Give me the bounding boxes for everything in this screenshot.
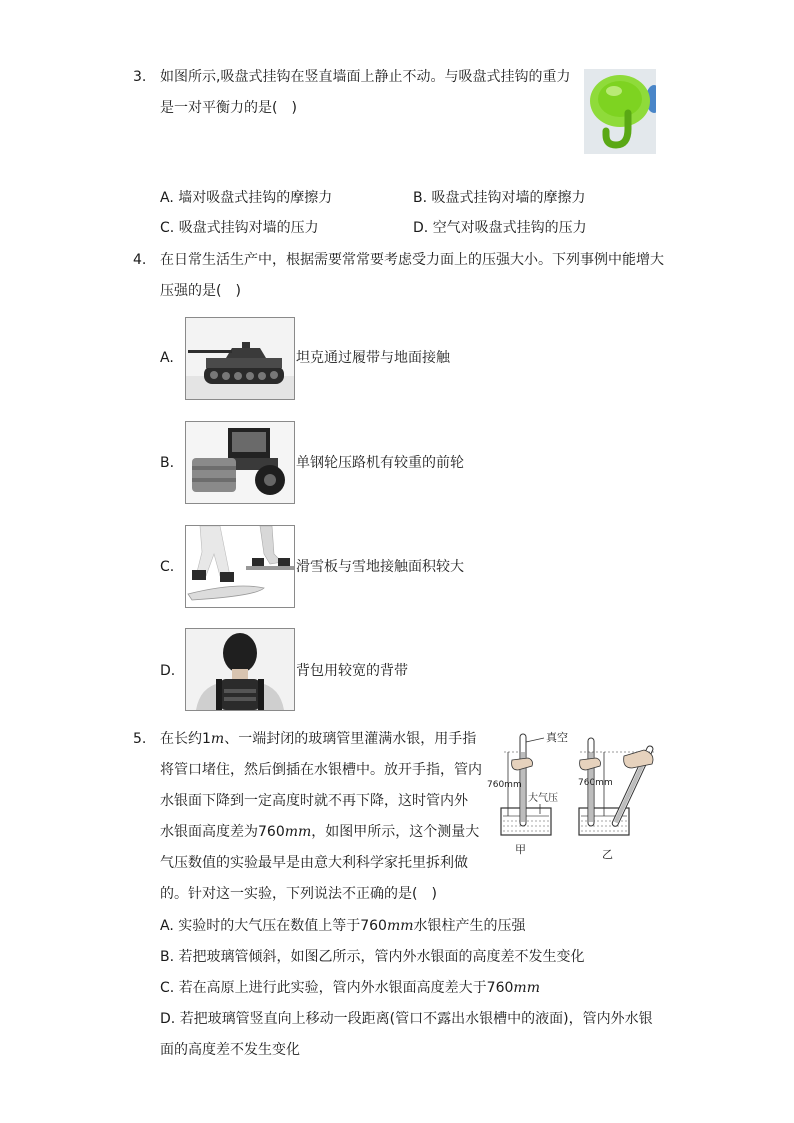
question-text: 是一对平衡力的是( ) xyxy=(160,100,297,116)
snowboard-photo xyxy=(185,525,295,608)
option-a-text: 坦克通过履带与地面接触 xyxy=(296,350,450,366)
label-yi: 乙 xyxy=(602,848,613,861)
option-d-label: D. xyxy=(160,663,176,679)
option-c: C. 若在高原上进行此实验，管内外水银面高度差大于760mm xyxy=(160,980,540,996)
height-label-left: 760mm xyxy=(487,780,522,790)
backpack-photo xyxy=(185,628,295,711)
question-text: 水银面下降到一定高度时就不再下降，这时管内外 xyxy=(160,793,468,809)
question-text: 水银面高度差为760mm，如图甲所示，这个测量大 xyxy=(160,824,480,840)
question-text: 气压数值的实验最早是由意大利科学家托里拆利做 xyxy=(160,855,468,871)
question-number: 4. xyxy=(133,252,147,268)
option-b: B. 若把玻璃管倾斜，如图乙所示，管内外水银面的高度差不发生变化 xyxy=(160,949,585,965)
option-d: D. 若把玻璃管竖直向上移动一段距离(管口不露出水银槽中的液面)，管内外水银 xyxy=(160,1011,653,1027)
question-text: 在长约1m、一端封闭的玻璃管里灌满水银，用手指 xyxy=(160,731,477,747)
question-number: 5. xyxy=(133,731,147,747)
question-text: 的。针对这一实验，下列说法不正确的是( ) xyxy=(160,886,437,902)
option-a: A. 墙对吸盘式挂钩的摩擦力 xyxy=(160,190,333,206)
option-d: D. 空气对吸盘式挂钩的压力 xyxy=(413,220,587,236)
option-d-continued: 面的高度差不发生变化 xyxy=(160,1042,300,1058)
question-text: 将管口堵住，然后倒插在水银槽中。放开手指，管内 xyxy=(160,762,482,778)
vacuum-label: 真空 xyxy=(546,731,568,744)
suction-hook-photo xyxy=(584,69,656,154)
option-a-label: A. xyxy=(160,350,174,366)
height-label-right: 760mm xyxy=(578,778,613,788)
option-b-text: 单钢轮压路机有较重的前轮 xyxy=(296,455,464,471)
atm-label: 大气压 xyxy=(528,793,558,804)
option-d-text: 背包用较宽的背带 xyxy=(296,663,408,679)
option-b: B. 吸盘式挂钩对墙的摩擦力 xyxy=(413,190,586,206)
question-number: 3. xyxy=(133,69,147,85)
question-text: 如图所示,吸盘式挂钩在竖直墙面上静止不动。与吸盘式挂钩的重力 xyxy=(160,69,571,85)
option-c-text: 滑雪板与雪地接触面积较大 xyxy=(296,559,464,575)
question-text: 在日常生活生产中，根据需要常常要考虑受力面上的压强大小。下列事例中能增大 xyxy=(160,252,664,268)
tank-photo xyxy=(185,317,295,400)
option-c: C. 吸盘式挂钩对墙的压力 xyxy=(160,220,319,236)
road-roller-photo xyxy=(185,421,295,504)
torricelli-diagram xyxy=(484,728,664,868)
option-b-label: B. xyxy=(160,455,175,471)
question-text: 压强的是( ) xyxy=(160,283,241,299)
label-jia: 甲 xyxy=(515,843,526,856)
option-a: A. 实验时的大气压在数值上等于760mm水银柱产生的压强 xyxy=(160,918,526,934)
option-c-label: C. xyxy=(160,559,175,575)
